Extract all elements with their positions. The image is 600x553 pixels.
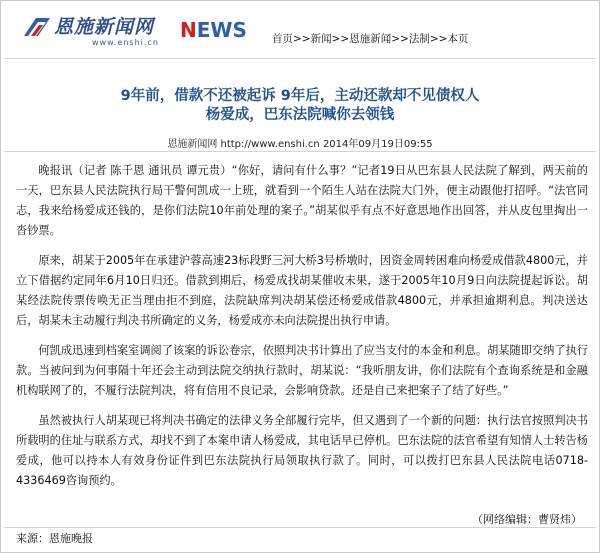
header-divider (4, 58, 596, 59)
breadcrumb-law[interactable]: 法制 (408, 33, 430, 45)
breadcrumb-enshi-news[interactable]: 恩施新闻 (349, 33, 392, 45)
breadcrumb-current: 本页 (447, 33, 469, 45)
article-title-line2: 杨爱成，巴东法院喊你去领钱 (205, 107, 395, 123)
breadcrumb-separator: >> (293, 33, 311, 45)
article-paragraph: 原来，胡某于2005年在承建沪蓉高速23标段野三河大桥3号桥墩时，因资金周转困难向杨爱成借款4800元，并立下借据约定同年6月10日归还。借款到期后，杨爱成找胡某催收未果，遂于2005年10月9日向法院提起诉讼。胡某经法院传票传唤无正当理由拒不到庭，法院缺席判决胡某偿还杨爱成借款4800元，并承担逾期利息。判决送达后，胡某未主动履行判决书所确定的义务，杨爱成亦未向法院提出执行申请。 (16, 254, 588, 327)
site-header (0, 0, 600, 58)
breadcrumb (272, 31, 468, 46)
breadcrumb-separator: >> (429, 33, 448, 45)
footer-divider (4, 527, 596, 528)
breadcrumb-separator: >> (331, 33, 350, 45)
article-title (0, 87, 600, 125)
editor-credit: （网络编辑：曹贤炜） (472, 513, 582, 526)
site-logo-text[interactable]: 恩施新闻网 (54, 16, 155, 38)
meta-divider (4, 151, 596, 152)
site-logo-url: www.enshi.cn (92, 38, 159, 47)
article-source: 来源：恩施晚报 (16, 532, 93, 545)
article-paragraph: 晚报讯（记者 陈千恩 通讯员 谭元贵）“你好，请问有什么事？”记者19日从巴东县人民法院了解到，两天前的一天，巴东县人民法院执行局干警何凯成一上班，就看到一个陌生人站在法院大门外，便主动跟他打招呼。“法官同志，我来给杨爱成还钱的，是你们法院10年前处理的案子。”胡某似乎有点不好意思地作出回答，并从皮包里掏出一沓钞票。 (16, 164, 588, 237)
site-logo-icon (22, 14, 52, 38)
article-paragraph: 虽然被执行人胡某现已将判决书确定的法律义务全部履行完毕，但又遇到了一个新的问题：执行法官按照判决书所载明的住址与联系方式，却找不到了本案申请人杨爱成，其电话早已停机。巴东法院的法官希望有知情人士转告杨爱成，他可以持本人有效身份证件到巴东法院执行局领取执行款了。同时，可以拨打巴东县人民法院电话0718-4336469咨询预约。 (16, 414, 588, 487)
news-logo-n: N (180, 18, 197, 42)
news-logo (180, 18, 247, 42)
breadcrumb-news[interactable]: 新闻 (310, 33, 332, 45)
article-body (16, 161, 588, 501)
article-meta: 恩施新闻网 http://www.enshi.cn 2014年09月19日09:55 (167, 139, 433, 150)
news-logo-ews: EWS (196, 18, 247, 42)
article-title-line1: 9年前，借款不还被起诉 9年后，主动还款却不见债权人 (120, 88, 480, 104)
breadcrumb-separator: >> (391, 33, 409, 45)
article-paragraph: 何凯成迅速到档案室调阅了该案的诉讼卷宗，依照判决书计算出了应当支付的本金和利息。胡某随即交纳了执行款。当被问到为何事隔十年还会主动到法院交纳执行款时，胡某说：“我听朋友讲，你们法院有个查询系统是和金融机构联网了的，不履行法院判决，将有信用不良记录，会影响贷款。还是自己来把案子了结了好些。” (16, 344, 588, 397)
breadcrumb-home[interactable]: 首页 (272, 33, 293, 45)
